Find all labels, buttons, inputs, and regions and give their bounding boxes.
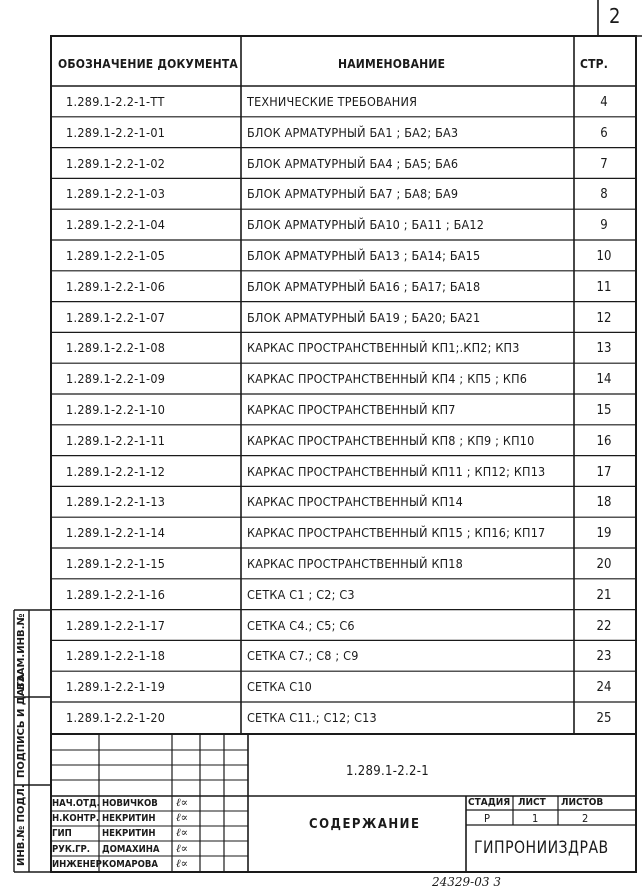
row-code: 1.289.1-2.2-1-12	[66, 463, 166, 479]
row-code: 1.289.1-2.2-1-02	[66, 155, 166, 171]
sheets-value: 2	[582, 812, 589, 825]
row-name: БЛОК АРМАТУРНЫЙ БА16 ; БА17; БА18	[247, 278, 481, 294]
row-code: 1.289.1-2.2-1-17	[66, 617, 166, 633]
stage-value: Р	[484, 812, 490, 825]
row-code: 1.289.1-2.2-1-ТТ	[66, 94, 165, 109]
row-code: 1.289.1-2.2-1-01	[66, 124, 166, 140]
row-page: 14	[596, 372, 612, 388]
margin-signature-date: ПОДПИСЬ И ДАТА	[16, 673, 27, 778]
header-name: НАИМЕНОВАНИЕ	[338, 57, 446, 71]
row-code: 1.289.1-2.2-1-14	[66, 525, 166, 541]
table-row	[51, 363, 636, 394]
table-row	[51, 240, 636, 271]
table-row	[51, 640, 636, 671]
sheet-number: 2	[609, 4, 621, 28]
row-code: 1.289.1-2.2-1-20	[66, 710, 166, 725]
row-name: КАРКАС ПРОСТРАНСТВЕННЫЙ КП14	[247, 494, 464, 510]
row-code: 1.289.1-2.2-1-19	[66, 679, 166, 695]
row-code: 1.289.1-2.2-1-15	[66, 556, 166, 571]
row-name: КАРКАС ПРОСТРАНСТВЕННЫЙ КП1;.КП2; КП3	[247, 340, 520, 356]
row-name: БЛОК АРМАТУРНЫЙ БА4 ; БА5; БА6	[247, 155, 459, 171]
signatory-name: КОМАРОВА	[102, 858, 159, 870]
organization-name: ГИПРОНИИЗДРАВ	[474, 838, 609, 858]
row-page: 18	[596, 495, 612, 511]
table-row	[51, 302, 636, 333]
margin-inv-original: ИНВ.№ ПОДЛ.	[16, 784, 27, 866]
row-page: 6	[600, 125, 608, 141]
document-title: СОДЕРЖАНИЕ	[309, 817, 421, 832]
signatory-name: НЕКРИТИН	[102, 813, 156, 825]
row-page: 16	[596, 433, 612, 449]
row-code: 1.289.1-2.2-1-09	[66, 371, 166, 387]
row-page: 10	[596, 249, 612, 264]
row-code: 1.289.1-2.2-1-07	[66, 309, 166, 325]
row-name: БЛОК АРМАТУРНЫЙ БА1 ; БА2; БА3	[247, 124, 459, 140]
table-row	[51, 548, 636, 579]
row-name: СЕТКА С4.; С5; С6	[247, 617, 355, 633]
table-row	[51, 178, 636, 209]
signature-icon: ℓ∝	[176, 811, 189, 825]
table-row	[51, 209, 636, 240]
row-name: КАРКАС ПРОСТРАНСТВЕННЫЙ КП15 ; КП16; КП17	[247, 525, 546, 541]
table-row	[51, 148, 636, 179]
row-code: 1.289.1-2.2-1-05	[66, 248, 166, 263]
row-page: 7	[600, 156, 608, 172]
row-code: 1.289.1-2.2-1-04	[66, 217, 166, 233]
sheet-label: ЛИСТ	[518, 797, 546, 808]
row-name: СЕТКА С11.; С12; С13	[247, 710, 377, 725]
signatory-role: ИНЖЕНЕР	[52, 858, 102, 870]
signature-icon: ℓ∝	[176, 856, 189, 870]
signatory-role: РУК.ГР.	[52, 843, 91, 855]
row-code: 1.289.1-2.2-1-16	[66, 586, 166, 602]
margin-replaced-inv: ВЗАМ.ИНВ.№	[16, 613, 27, 690]
row-page: 13	[596, 341, 612, 357]
table-row	[51, 117, 636, 148]
row-page: 24	[596, 680, 612, 696]
signatory-name: НЕКРИТИН	[102, 828, 156, 840]
table-row	[51, 425, 636, 456]
row-page: 20	[596, 557, 612, 572]
row-code: 1.289.1-2.2-1-13	[66, 494, 166, 510]
row-name: КАРКАС ПРОСТРАНСТВЕННЫЙ КП8 ; КП9 ; КП10	[247, 432, 535, 448]
table-row	[51, 271, 636, 302]
row-code: 1.289.1-2.2-1-03	[66, 186, 166, 202]
row-page: 4	[600, 95, 608, 110]
row-name: КАРКАС ПРОСТРАНСТВЕННЫЙ КП18	[247, 556, 464, 571]
row-code: 1.289.1-2.2-1-11	[66, 432, 166, 448]
row-page: 22	[596, 618, 612, 634]
table-row	[51, 610, 636, 641]
row-name: СЕТКА С7.; С8 ; С9	[247, 648, 359, 664]
signatory-role: НАЧ.ОТД.	[52, 798, 100, 809]
row-code: 1.289.1-2.2-1-08	[66, 340, 166, 356]
row-page: 19	[596, 526, 612, 542]
sheets-label: ЛИСТОВ	[561, 797, 604, 808]
row-name: БЛОК АРМАТУРНЫЙ БА19 ; БА20; БА21	[247, 309, 481, 325]
signatory-name: НОВИЧКОВ	[102, 798, 158, 809]
row-page: 9	[600, 218, 608, 234]
row-name: БЛОК АРМАТУРНЫЙ БА7 ; БА8; БА9	[247, 186, 459, 202]
row-code: 1.289.1-2.2-1-06	[66, 278, 166, 294]
row-page: 15	[596, 403, 612, 418]
row-page: 11	[596, 279, 612, 295]
archive-number: 24329-03 3	[432, 875, 501, 889]
row-page: 21	[596, 587, 612, 603]
row-page: 25	[596, 711, 612, 726]
table-row	[51, 702, 636, 733]
row-name: СЕТКА С10	[247, 679, 313, 695]
row-page: 17	[596, 464, 612, 480]
document-code: 1.289.1-2.2-1	[346, 764, 429, 779]
row-code: 1.289.1-2.2-1-10	[66, 402, 166, 417]
signature-icon: ℓ∝	[176, 796, 189, 809]
signatory-name: ДОМАХИНА	[102, 843, 160, 855]
table-row	[51, 517, 636, 548]
table-row	[51, 456, 636, 487]
row-page: 12	[596, 310, 612, 326]
row-name: ТЕХНИЧЕСКИЕ ТРЕБОВАНИЯ	[247, 94, 418, 109]
signatory-role: ГИП	[52, 828, 72, 840]
signatory-role: Н.КОНТР.	[52, 813, 100, 825]
sheet-value: 1	[532, 812, 539, 825]
row-name: БЛОК АРМАТУРНЫЙ БА10 ; БА11 ; БА12	[247, 217, 485, 233]
header-page: СТР.	[580, 57, 609, 71]
row-page: 23	[596, 649, 612, 665]
table-row	[51, 579, 636, 610]
row-name: КАРКАС ПРОСТРАНСТВЕННЫЙ КП7	[247, 402, 456, 417]
table-row	[51, 486, 636, 517]
signature-icon: ℓ∝	[176, 826, 189, 840]
row-name: КАРКАС ПРОСТРАНСТВЕННЫЙ КП4 ; КП5 ; КП6	[247, 371, 528, 387]
stage-label: СТАДИЯ	[468, 797, 511, 808]
header-designation: ОБОЗНАЧЕНИЕ ДОКУМЕНТА	[58, 57, 238, 71]
row-code: 1.289.1-2.2-1-18	[66, 648, 166, 664]
row-page: 8	[600, 187, 608, 203]
table-row	[51, 394, 636, 425]
table-row	[51, 332, 636, 363]
signature-icon: ℓ∝	[176, 841, 189, 855]
table-row	[51, 86, 636, 117]
row-name: СЕТКА С1 ; С2; С3	[247, 586, 355, 602]
row-name: КАРКАС ПРОСТРАНСТВЕННЫЙ КП11 ; КП12; КП13	[247, 463, 546, 479]
table-row	[51, 671, 636, 702]
row-name: БЛОК АРМАТУРНЫЙ БА13 ; БА14; БА15	[247, 248, 481, 263]
